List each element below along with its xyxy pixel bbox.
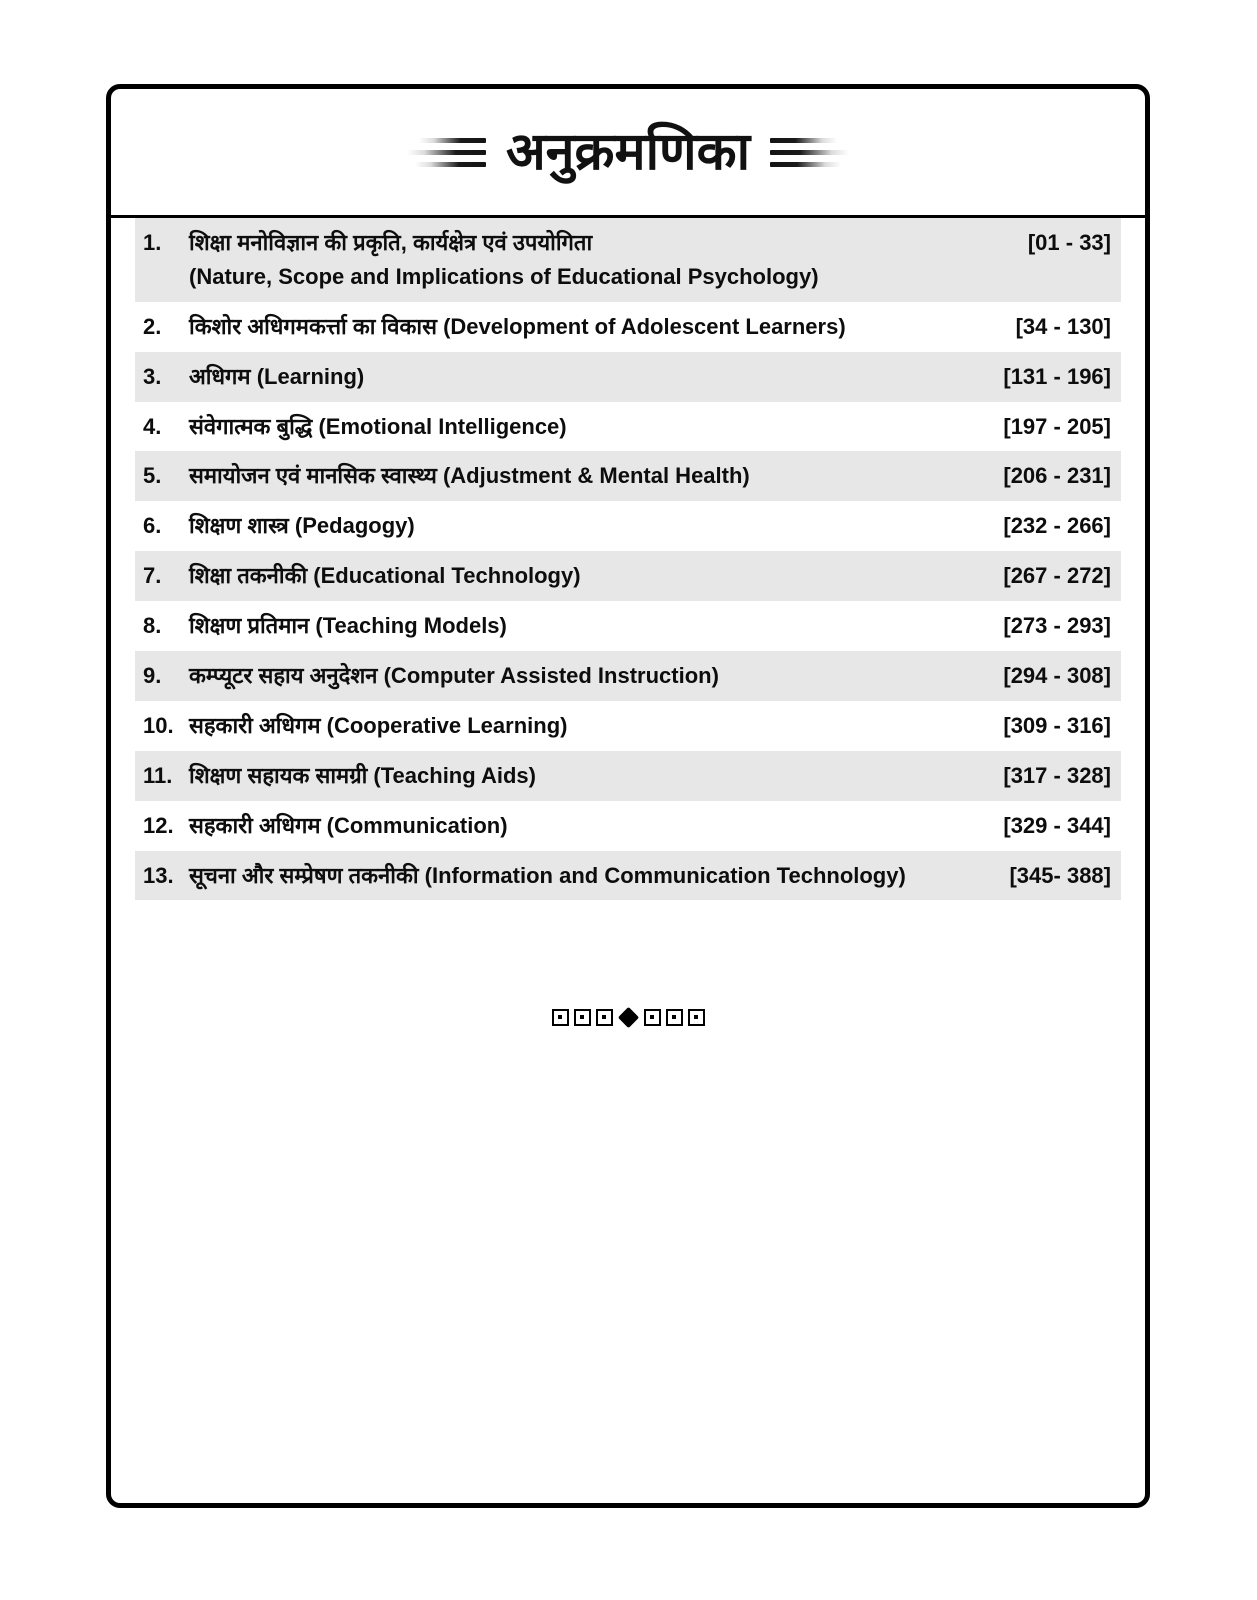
chapter-number: 3. [143, 363, 162, 389]
table-row[interactable] [135, 851, 1121, 901]
ornament-square-icon [552, 1009, 569, 1026]
page-range: [197 - 205] [1003, 413, 1111, 439]
page-range: [329 - 344] [1003, 812, 1111, 838]
chapter-number: 13. [143, 862, 174, 888]
chapter-number: 6. [143, 513, 162, 539]
chapter-title-main: सूचना और सम्प्रेषण तकनीकी (Information and Communication Technology) [189, 862, 906, 888]
chapter-title-main: कम्प्यूटर सहाय अनुदेशन (Computer Assisted Instruction) [189, 663, 719, 689]
page-range: [01 - 33] [1027, 230, 1111, 255]
page-range: [273 - 293] [1003, 613, 1111, 639]
table-row[interactable] [135, 651, 1121, 701]
table-row[interactable] [135, 751, 1121, 801]
table-row[interactable] [135, 352, 1121, 402]
table-of-contents [111, 218, 1145, 900]
table-row[interactable] [135, 402, 1121, 452]
chapter-number: 2. [143, 313, 162, 339]
chapter-title-main: सहकारी अधिगम (Communication) [189, 812, 508, 838]
chapter-title-main: शिक्षा मनोविज्ञान की प्रकृति, कार्यक्षेत्र एवं उपयोगिता [189, 230, 593, 255]
chapter-number: 11. [143, 762, 173, 788]
chapter-number: 4. [143, 413, 162, 439]
chapter-title [189, 760, 995, 792]
chapter-title [189, 860, 995, 892]
chapter-title-main: समायोजन एवं मानसिक स्वास्थ्य (Adjustment & Mental Health) [189, 463, 750, 489]
table-row[interactable] [135, 451, 1121, 501]
chapter-title [189, 311, 995, 343]
page-range: [345- 388] [1009, 862, 1111, 888]
ornament-square-icon [688, 1009, 705, 1026]
chapter-title-main: किशोर अधिगमकर्त्ता का विकास (Development of Adolescent Learners) [189, 313, 846, 339]
title-ornament-left-icon [400, 135, 486, 169]
chapter-number: 10. [143, 712, 174, 738]
chapter-title-subtitle: (Nature, Scope and Implications of Educational Psychology) [189, 263, 819, 289]
chapter-title-main: शिक्षण सहायक सामग्री (Teaching Aids) [189, 762, 536, 788]
page-range: [309 - 316] [1003, 712, 1111, 738]
chapter-title-main: शिक्षण प्रतिमान (Teaching Models) [189, 613, 507, 639]
page-range: [267 - 272] [1003, 563, 1111, 589]
chapter-number: 5. [143, 463, 162, 489]
chapter-title [189, 460, 995, 492]
chapter-title-main: शिक्षा तकनीकी (Educational Technology) [189, 563, 581, 589]
ornament-diamond-icon [617, 1007, 638, 1028]
table-row[interactable] [135, 218, 1121, 302]
chapter-title [189, 510, 995, 542]
page-range: [294 - 308] [1003, 663, 1111, 689]
table-row[interactable] [135, 551, 1121, 601]
chapter-number: 7. [143, 563, 162, 589]
toc-page-frame [106, 84, 1150, 1508]
chapter-title [189, 810, 995, 842]
chapter-title-main: शिक्षण शास्त्र (Pedagogy) [189, 513, 415, 539]
chapter-number: 12. [143, 812, 174, 838]
page-range: [131 - 196] [1003, 363, 1111, 389]
chapter-title-main: सहकारी अधिगम (Cooperative Learning) [189, 712, 568, 738]
chapter-title [189, 361, 995, 393]
chapter-title [189, 610, 995, 642]
page-range: [317 - 328] [1003, 762, 1111, 788]
page-range: [34 - 130] [1015, 313, 1111, 339]
ornament-square-icon [574, 1009, 591, 1026]
table-row[interactable] [135, 601, 1121, 651]
chapter-title [189, 411, 995, 443]
chapter-title [189, 227, 990, 293]
table-row[interactable] [135, 701, 1121, 751]
chapter-number: 1. [143, 230, 162, 255]
ornament-square-icon [596, 1009, 613, 1026]
page-range: [232 - 266] [1003, 513, 1111, 539]
chapter-title [189, 560, 995, 592]
page-title: अनुक्रमणिका [505, 123, 751, 181]
ornament-square-icon [644, 1009, 661, 1026]
footer-ornament-icon [111, 1005, 1145, 1029]
chapter-title [189, 710, 995, 742]
table-row[interactable] [135, 302, 1121, 352]
chapter-title [189, 660, 995, 692]
chapter-number: 8. [143, 613, 162, 639]
chapter-title-main: अधिगम (Learning) [189, 363, 365, 389]
page-title-block [111, 89, 1145, 218]
page-range: [206 - 231] [1003, 463, 1111, 489]
title-ornament-right-icon [770, 135, 856, 169]
table-row[interactable] [135, 801, 1121, 851]
ornament-square-icon [666, 1009, 683, 1026]
table-row[interactable] [135, 501, 1121, 551]
chapter-number: 9. [143, 663, 162, 689]
chapter-title-main: संवेगात्मक बुद्धि (Emotional Intelligence) [189, 413, 567, 439]
